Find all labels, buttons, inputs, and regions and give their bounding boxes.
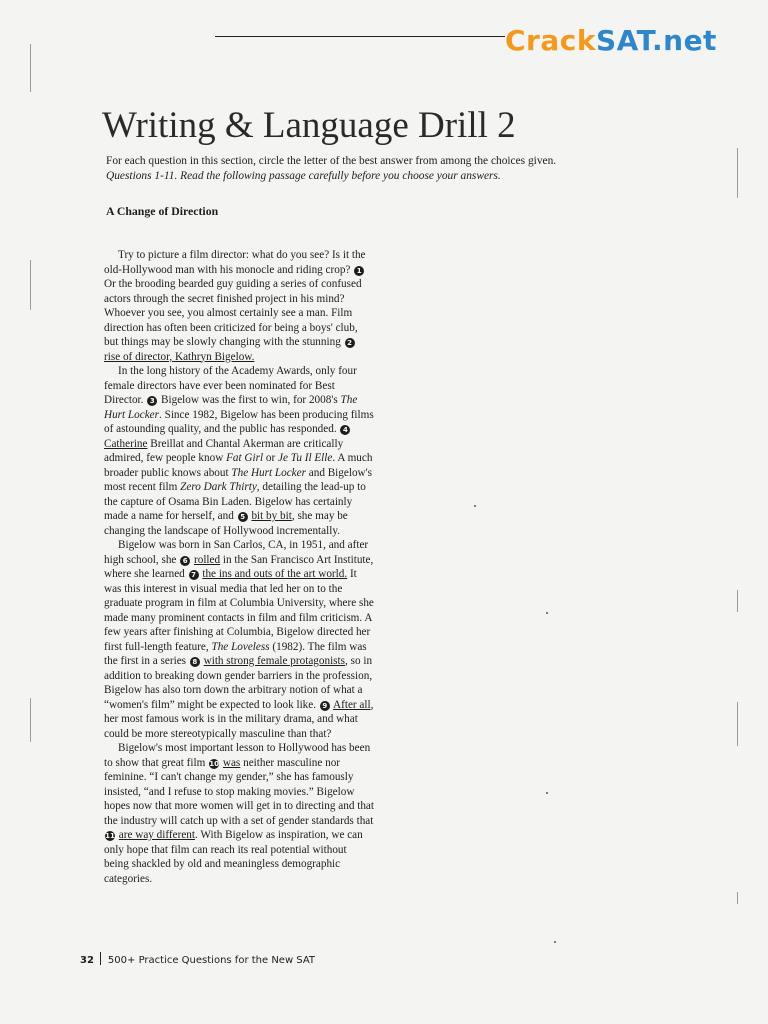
question-marker: 5 (238, 512, 248, 522)
underlined-segment: the ins and outs of the art world. (202, 568, 348, 580)
book-title: 500+ Practice Questions for the New SAT (107, 955, 316, 966)
underlined-segment: rise of director, Kathryn Bigelow. (104, 350, 255, 363)
question-marker: 11 (105, 832, 115, 840)
paragraph-3: Bigelow was born in San Carlos, CA, in 1951, and after high school, she 6 rolled in the San Francisco Art Institute, where she learned 7 the ins and outs of the art world. It was this interest in visual media that led her on to the graduate program in film at Columbia University, where she made many prominent contacts in film and film criticism. A few years after finishing at Columbia, Bigelow directed her first full-length feature, The Loveless (1982). The film was the first in a series 8 with strong female protagonists, so in addition to breaking down gender barriers in the profession, Bigelow has also torn down the arbitrary notion of what a “women's film” might be expected to look like. 9 After all, her most famous work is in the military drama, and what could be more stereotypically masculine than that? (104, 539, 374, 740)
right-margin-mark (737, 702, 738, 746)
scan-speck (474, 505, 476, 507)
underlined-segment: rolled (194, 553, 221, 566)
footer-divider (100, 952, 101, 965)
page-number: 32 (80, 955, 94, 966)
question-marker: 2 (345, 338, 355, 348)
scan-speck (554, 941, 556, 943)
right-margin-mark (737, 148, 738, 198)
page-title: Writing & Language Drill 2 (102, 105, 516, 146)
question-marker: 4 (340, 425, 350, 435)
question-marker: 10 (209, 759, 219, 768)
questions-note: Questions 1-11. Read the following passage carefully before you choose your answers. (106, 170, 501, 182)
paragraph-4: Bigelow's most important lesson to Hollywood has been to show that great film 10 was neither masculine nor feminine. “I can't change my gender,” she has famously insisted, “and I refuse to stop making movies.” Bigelow hopes now that more women will get in to directing and that the industry will catch up with a set of gender standards that 11 are way different. With Bigelow as inspiration, we can only hope that film can reach its real potential without being shackled by old and meaningless demographic categories. (104, 742, 374, 885)
question-marker: 3 (147, 396, 157, 406)
question-marker: 1 (354, 266, 364, 276)
paragraph-2: In the long history of the Academy Awards, only four female directors have ever been nominated for Best Director. 3 Bigelow was the first to win, for 2008's The Hurt Locker. Since 1982, Bigelow has been producing films of astounding quality, and the public has responded. 4 Catherine Breillat and Chantal Akerman are critically admired, few people know Fat Girl or Je Tu Il Elle. A much broader public knows about The Hurt Locker and Bigelow's most recent film Zero Dark Thirty, detailing the lead-up to the capture of Osama Bin Laden. Bigelow has certainly made a name for herself, and 5 bit by bit, she may be changing the landscape of Hollywood incrementally. (104, 365, 374, 537)
passage-title: A Change of Direction (106, 204, 219, 218)
scan-speck (546, 612, 548, 614)
question-marker: 9 (320, 701, 330, 711)
underlined-segment: with strong female protagonists (203, 655, 345, 667)
instructions: For each question in this section, circle the letter of the best answer from among the choices given. (106, 155, 557, 167)
left-margin-mark (30, 44, 31, 92)
underlined-segment: Catherine (104, 437, 148, 450)
underlined-segment: was (222, 756, 241, 769)
underlined-segment: bit by bit (251, 510, 292, 522)
right-margin-mark (737, 590, 738, 612)
underlined-segment: are way different (118, 829, 195, 841)
left-margin-mark (30, 698, 31, 742)
page-footer (80, 952, 315, 966)
question-marker: 8 (190, 657, 200, 667)
right-margin-mark (737, 892, 738, 904)
passage (104, 248, 374, 886)
question-marker: 7 (189, 570, 199, 580)
site-watermark: CrackSAT.net (505, 24, 717, 57)
header-rule (215, 36, 505, 37)
question-marker: 6 (180, 556, 190, 566)
underlined-segment: After all (333, 698, 371, 711)
scan-speck (546, 792, 548, 794)
paragraph-1: Try to picture a film director: what do you see? Is it the old-Hollywood man with his monocle and riding crop? 1 Or the brooding bearded guy guiding a series of confused actors through the secret finished project in his mind? Whoever you see, you almost certainly see a man. Film direction has often been criticized for being a boys' club, but things may be slowly changing with the stunning 2 rise of director, Kathryn Bigelow. (104, 249, 366, 363)
left-margin-mark (30, 260, 31, 310)
